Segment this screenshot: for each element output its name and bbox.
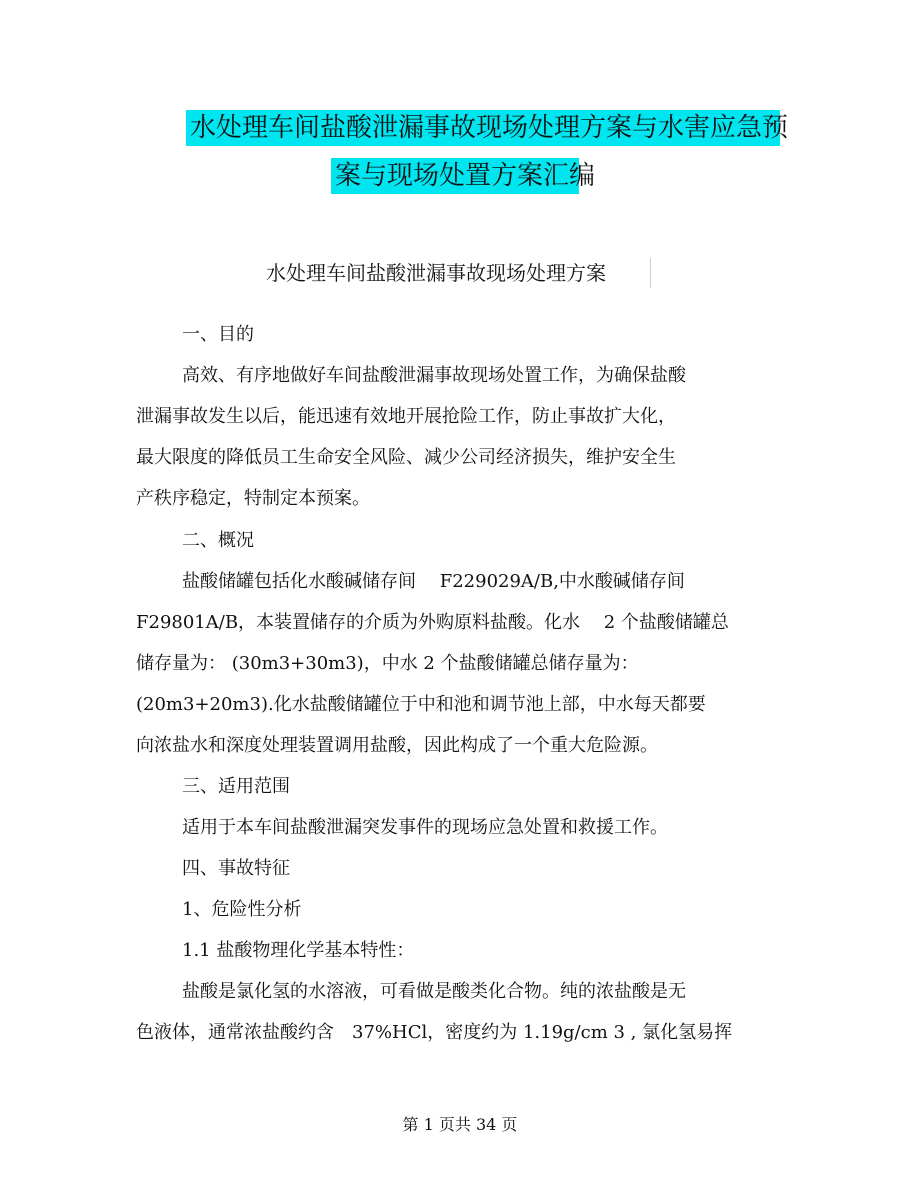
paragraph-line: 高效、有序地做好车间盐酸泄漏事故现场处置工作，为确保盐酸 [182,365,686,386]
paragraph-line: 向浓盐水和深度处理装置调用盐酸，因此构成了一个重大危险源。 [136,735,658,756]
paragraph-line: F29801A/B，本装置储存的介质为外购原料盐酸。化水 2 个盐酸储罐总 [136,612,729,633]
document-title-line-1: 水处理车间盐酸泄漏事故现场处理方案与水害应急预 [186,110,780,146]
paragraph-line: 最大限度的降低员工生命安全风险、减少公司经济损失，维护安全生 [136,447,676,468]
page-footer: 第 1 页共 34 页 [402,1115,518,1134]
paragraph-line: 适用于本车间盐酸泄漏突发事件的现场应急处置和救援工作。 [182,817,668,838]
paragraph-line: 盐酸是氯化氢的水溶液，可看做是酸类化合物。纯的浓盐酸是无 [182,981,686,1002]
heading-scope: 三、适用范围 [182,776,290,797]
paragraph-line: 色液体，通常浓盐酸约含 37%HCl，密度约为 1.19g/cm 3 , 氯化氢易挥 [136,1022,733,1043]
section-title: 水处理车间盐酸泄漏事故现场处理方案 [266,258,651,288]
paragraph-line: 盐酸储罐包括化水酸碱储存间 F229029A/B,中水酸碱储存间 [182,571,685,592]
paragraph-line: 产秩序稳定，特制定本预案。 [136,488,370,509]
heading-overview: 二、概况 [182,530,254,551]
subheading-properties: 1.1 盐酸物理化学基本特性： [182,940,415,961]
document-title-line-2: 案与现场处置方案汇编 [331,158,579,194]
heading-accident-features: 四、事故特征 [182,858,290,879]
heading-purpose: 一、目的 [182,324,254,345]
paragraph-line: (20m3+20m3).化水盐酸储罐位于中和池和调节池上部，中水每天都要 [136,694,706,715]
subheading-hazard-analysis: 1、危险性分析 [182,899,302,920]
paragraph-line: 泄漏事故发生以后，能迅速有效地开展抢险工作，防止事故扩大化， [136,406,676,427]
paragraph-line: 储存量为： (30m3+30m3)，中水 2 个盐酸储罐总储存量为： [136,653,639,674]
